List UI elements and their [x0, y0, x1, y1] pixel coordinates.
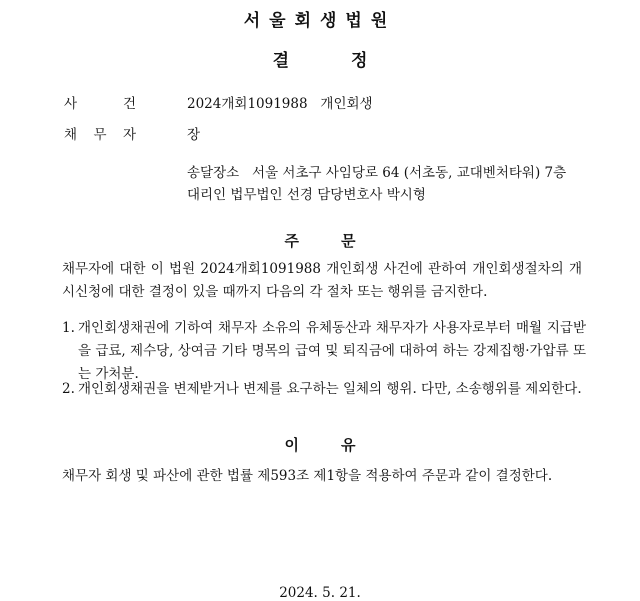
- order-heading-left: 주: [284, 232, 299, 250]
- order-intro: 채무자에 대한 이 법원 2024개회1091988 개인회생 사건에 관하여 개인회생절차의 개시신청에 대한 결정이 있을 때까지 다음의 각 절차 또는 행위를 금지한다.: [62, 261, 582, 300]
- case-number: 2024개회1091988 개인회생: [187, 96, 373, 112]
- order-item-text: 개인회생채권을 변제받거나 변제를 요구하는 일체의 행위. 다만, 소송행위를 제외한다.: [78, 381, 582, 397]
- debtor-label: [64, 123, 136, 143]
- reason-heading-left: 이: [284, 436, 299, 454]
- debtor-label-char: 자: [122, 127, 136, 143]
- order-item-number: 1.: [62, 320, 75, 336]
- debtor-label-char: 무: [93, 127, 107, 143]
- debtor-name: 장: [187, 127, 201, 143]
- case-label-char: 사: [64, 96, 78, 112]
- order-item-text: 개인회생채권에 기하여 채무자 소유의 유체동산과 채무자가 사용자로부터 매월 지급받을 급료, 제수당, 상여금 기타 명목의 급여 및 퇴직금에 대하여 하는 강제집행·가압류 또는 가처분.: [78, 320, 586, 382]
- order-item-2: [62, 378, 586, 401]
- order-item-number: 2.: [62, 381, 75, 397]
- case-label-char: 건: [122, 96, 136, 112]
- order-heading: [0, 230, 640, 251]
- reason-heading: [0, 434, 640, 455]
- legal-agent: 대리인 법무법인 선경 담당변호사 박시형: [187, 187, 426, 203]
- document-title-left: 결: [272, 51, 289, 71]
- service-address: 송달장소 서울 서초구 사임당로 64 (서초동, 교대벤처타워) 7층: [187, 165, 567, 181]
- decision-date: 2024. 5. 21.: [279, 585, 361, 601]
- reason-text: 채무자 회생 및 파산에 관한 법률 제593조 제1항을 적용하여 주문과 같이 결정한다.: [62, 468, 553, 484]
- reason-heading-right: 유: [341, 436, 356, 454]
- order-item-1: [62, 317, 586, 386]
- document-title-right: 정: [351, 51, 368, 71]
- order-heading-right: 문: [341, 232, 356, 250]
- document-title: [0, 46, 640, 71]
- debtor-label-char: 채: [64, 127, 78, 143]
- court-name: 서울회생법원: [243, 11, 397, 31]
- case-label: [64, 92, 136, 112]
